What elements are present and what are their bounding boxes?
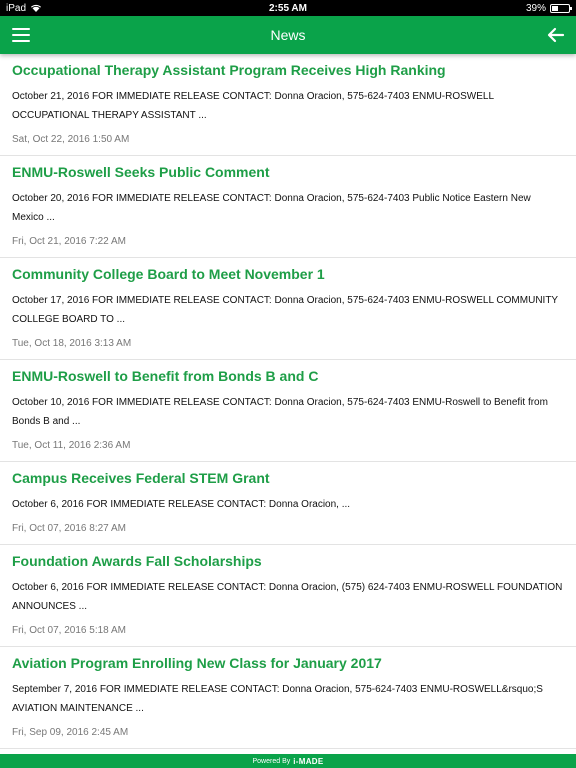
- hamburger-icon-line: [12, 34, 30, 36]
- battery-percent: 39%: [525, 2, 546, 14]
- brand-logo: i-MADE: [293, 756, 324, 766]
- news-item[interactable]: [0, 156, 576, 258]
- device-name: iPad: [6, 2, 27, 14]
- status-time: 2:55 AM: [269, 2, 307, 14]
- news-title[interactable]: Occupational Therapy Assistant Program Receives High Ranking: [12, 62, 446, 78]
- powered-by-label: Powered By: [252, 757, 291, 765]
- news-item[interactable]: [0, 545, 576, 647]
- news-date: Fri, Sep 09, 2016 2:45 AM: [12, 727, 129, 738]
- news-excerpt: October 6, 2016 FOR IMMEDIATE RELEASE CONTACT: Donna Oracion, (575) 624-7403 ENMU-ROSWELL FOUNDATION ANNOUNCES ...: [12, 582, 563, 612]
- news-title[interactable]: Community College Board to Meet November 1: [12, 266, 325, 282]
- news-item[interactable]: [0, 462, 576, 545]
- news-date: Fri, Oct 07, 2016 8:27 AM: [12, 523, 126, 534]
- news-item[interactable]: [0, 54, 576, 156]
- news-date: Fri, Oct 07, 2016 5:18 AM: [12, 625, 126, 636]
- menu-button[interactable]: [12, 27, 30, 43]
- news-excerpt: October 20, 2016 FOR IMMEDIATE RELEASE CONTACT: Donna Oracion, 575-624-7403 Public Notice Eastern New Mexico ...: [12, 193, 531, 223]
- battery-fill: [552, 6, 558, 11]
- news-item[interactable]: [0, 647, 576, 749]
- battery-icon: [550, 4, 570, 13]
- news-excerpt: October 6, 2016 FOR IMMEDIATE RELEASE CONTACT: Donna Oracion, ...: [12, 499, 351, 510]
- news-excerpt: October 10, 2016 FOR IMMEDIATE RELEASE CONTACT: Donna Oracion, 575-624-7403 ENMU-Roswell to Benefit from Bonds B and ...: [12, 397, 548, 427]
- news-title[interactable]: Campus Receives Federal STEM Grant: [12, 470, 270, 486]
- hamburger-icon: [12, 28, 30, 30]
- news-excerpt: October 17, 2016 FOR IMMEDIATE RELEASE CONTACT: Donna Oracion, 575-624-7403 ENMU-ROSWELL COMMUNITY COLLEGE BOARD TO ...: [12, 295, 558, 325]
- status-right: [526, 3, 570, 14]
- news-title[interactable]: ENMU-Roswell to Benefit from Bonds B and C: [12, 368, 319, 384]
- nav-bar: [0, 16, 576, 54]
- page-title: News: [270, 27, 306, 43]
- news-date: Fri, Oct 21, 2016 7:22 AM: [12, 236, 126, 247]
- news-title[interactable]: ENMU-Roswell Seeks Public Comment: [12, 164, 270, 180]
- news-item[interactable]: [0, 258, 576, 360]
- status-left: [6, 3, 41, 14]
- news-date: Tue, Oct 11, 2016 2:36 AM: [12, 440, 131, 451]
- news-item[interactable]: [0, 360, 576, 462]
- news-title[interactable]: Foundation Awards Fall Scholarships: [12, 553, 262, 569]
- news-title[interactable]: Aviation Program Enrolling New Class for January 2017: [12, 655, 382, 671]
- news-date: Sat, Oct 22, 2016 1:50 AM: [12, 134, 130, 145]
- back-arrow-icon[interactable]: [546, 25, 566, 45]
- news-date: Tue, Oct 18, 2016 3:13 AM: [12, 338, 132, 349]
- news-list: [0, 54, 576, 754]
- hamburger-icon-line: [12, 40, 30, 42]
- status-bar: [0, 0, 576, 16]
- footer: [0, 754, 576, 768]
- news-excerpt: September 7, 2016 FOR IMMEDIATE RELEASE CONTACT: Donna Oracion, 575-624-7403 ENMU-ROSWELL&rsquo;S AVIATION MAINTENANCE ...: [12, 684, 543, 714]
- wifi-icon: [31, 4, 41, 12]
- news-excerpt: October 21, 2016 FOR IMMEDIATE RELEASE CONTACT: Donna Oracion, 575-624-7403 ENMU-ROSWELL OCCUPATIONAL THERAPY ASSISTANT ...: [12, 91, 494, 121]
